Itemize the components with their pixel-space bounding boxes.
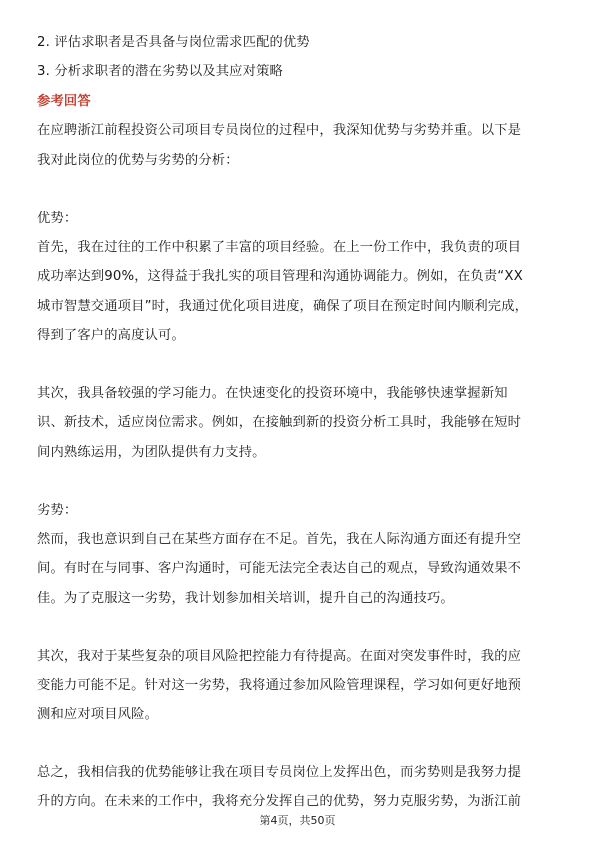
weaknesses-p1-line-2: 间。有时在与同事、客户沟通时，可能无法完全表达自己的观点，导致沟通效果不 <box>37 561 522 576</box>
criteria-item-3: 3. 分析求职者的潜在劣势以及其应对策略 <box>37 64 283 79</box>
page-number-footer: 第4页，共50页 <box>259 814 336 827</box>
weaknesses-p2-line-2: 变能力可能不足。针对这一劣势，我将通过参加风险管理课程，学习如何更好地预 <box>37 678 522 693</box>
strengths-p1-line-4: 得到了客户的高度认可。 <box>37 328 185 343</box>
strengths-p2-line-1: 其次，我具备较强的学习能力。在快速变化的投资环境中，我能够快速掌握新知 <box>37 386 508 401</box>
strengths-p1-line-3: 城市智慧交通项目”时，我通过优化项目进度，确保了项目在预定时间内顺利完成， <box>37 299 529 314</box>
weaknesses-heading: 劣势： <box>37 503 78 518</box>
weaknesses-p1-line-1: 然而，我也意识到自己在某些方面存在不足。首先，我在人际沟通方面还有提升空 <box>37 532 522 547</box>
strengths-p2-line-2: 识、新技术，适应岗位需求。例如，在接触到新的投资分析工具时，我能够在短时 <box>37 415 522 430</box>
strengths-heading: 优势： <box>37 211 78 226</box>
weaknesses-p1-line-3: 佳。为了克服这一劣势，我计划参加相关培训，提升自己的沟通技巧。 <box>37 591 454 606</box>
intro-line-1: 在应聘浙江前程投资公司项目专员岗位的过程中，我深知优势与劣势并重。以下是 <box>37 123 522 138</box>
weaknesses-p2-line-3: 测和应对项目风险。 <box>37 707 159 722</box>
criteria-item-2: 2. 评估求职者是否具备与岗位需求匹配的优势 <box>37 35 310 50</box>
strengths-p2-line-3: 间内熟练运用，为团队提供有力支持。 <box>37 445 266 460</box>
reference-answer-heading: 参考回答 <box>37 94 91 109</box>
strengths-p1-line-2: 成功率达到90%，这得益于我扎实的项目管理和沟通协调能力。例如，在负责“XX <box>37 269 523 284</box>
conclusion-line-2: 升的方向。在未来的工作中，我将充分发挥自己的优势，努力克服劣势，为浙江前 <box>37 794 522 809</box>
intro-line-2: 我对此岗位的优势与劣势的分析： <box>37 153 239 168</box>
conclusion-line-1: 总之，我相信我的优势能够让我在项目专员岗位上发挥出色，而劣势则是我努力提 <box>37 765 522 780</box>
weaknesses-p2-line-1: 其次，我对于某些复杂的项目风险把控能力有待提高。在面对突发事件时，我的应 <box>37 649 522 664</box>
strengths-p1-line-1: 首先，我在过往的工作中积累了丰富的项目经验。在上一份工作中，我负责的项目 <box>37 240 522 255</box>
